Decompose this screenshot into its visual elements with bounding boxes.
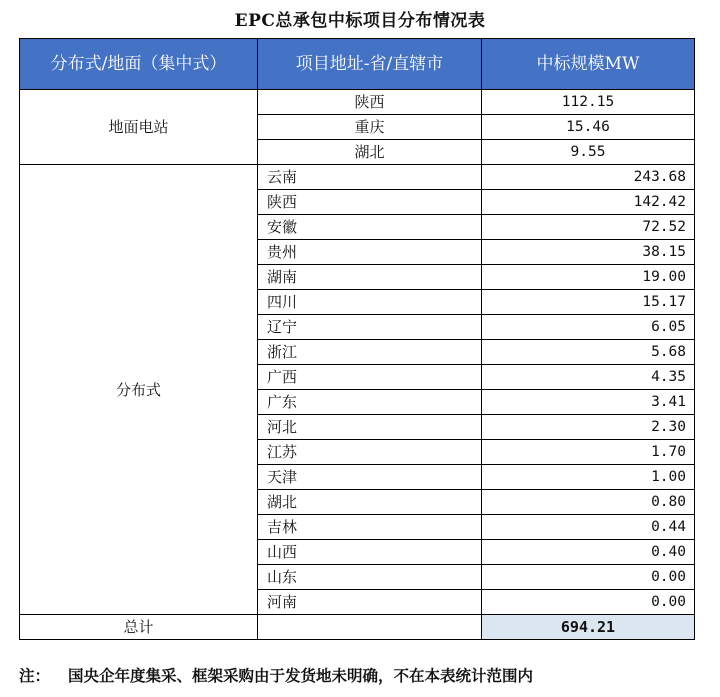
header-row (20, 39, 695, 90)
scale-cell: 142.42 (482, 190, 695, 215)
province-cell: 重庆 (258, 115, 482, 140)
province-cell: 辽宁 (258, 315, 482, 340)
province-cell: 广东 (258, 390, 482, 415)
scale-cell: 0.44 (482, 515, 695, 540)
province-cell: 四川 (258, 290, 482, 315)
scale-cell: 0.00 (482, 590, 695, 615)
scale-cell: 15.46 (482, 115, 695, 140)
scale-cell: 2.30 (482, 415, 695, 440)
province-cell: 贵州 (258, 240, 482, 265)
province-cell: 河南 (258, 590, 482, 615)
group-label-ground: 地面电站 (20, 90, 258, 165)
scale-cell: 1.00 (482, 465, 695, 490)
province-cell: 吉林 (258, 515, 482, 540)
scale-cell: 0.40 (482, 540, 695, 565)
province-cell: 江苏 (258, 440, 482, 465)
bid-distribution-table (19, 38, 695, 640)
table-row (20, 165, 695, 190)
province-cell: 安徽 (258, 215, 482, 240)
scale-cell: 3.41 (482, 390, 695, 415)
total-label: 总计 (20, 615, 258, 640)
header-scale: 中标规模MW (482, 39, 695, 90)
scale-cell: 72.52 (482, 215, 695, 240)
province-cell: 山东 (258, 565, 482, 590)
province-cell: 湖南 (258, 265, 482, 290)
header-type: 分布式/地面（集中式） (20, 39, 258, 90)
total-row (20, 615, 695, 640)
province-cell: 云南 (258, 165, 482, 190)
scale-cell: 112.15 (482, 90, 695, 115)
scale-cell: 0.80 (482, 490, 695, 515)
total-value: 694.21 (482, 615, 695, 640)
table-row (20, 90, 695, 115)
province-cell: 天津 (258, 465, 482, 490)
scale-cell: 1.70 (482, 440, 695, 465)
province-cell: 山西 (258, 540, 482, 565)
province-cell: 广西 (258, 365, 482, 390)
province-cell: 浙江 (258, 340, 482, 365)
scale-cell: 4.35 (482, 365, 695, 390)
scale-cell: 9.55 (482, 140, 695, 165)
group-label-distributed: 分布式 (20, 165, 258, 615)
scale-cell: 243.68 (482, 165, 695, 190)
total-empty-cell (258, 615, 482, 640)
scale-cell: 19.00 (482, 265, 695, 290)
scale-cell: 15.17 (482, 290, 695, 315)
scale-cell: 38.15 (482, 240, 695, 265)
scale-cell: 5.68 (482, 340, 695, 365)
table-title: EPC总承包中标项目分布情况表 (234, 11, 486, 31)
header-province: 项目地址-省/直辖市 (258, 39, 482, 90)
footnote-text: 国央企年度集采、框架采购由于发货地未明确，不在本表统计范围内 (68, 666, 534, 685)
footnote-label: 注： (19, 666, 51, 685)
scale-cell: 0.00 (482, 565, 695, 590)
province-cell: 陕西 (258, 190, 482, 215)
scale-cell: 6.05 (482, 315, 695, 340)
province-cell: 河北 (258, 415, 482, 440)
province-cell: 湖北 (258, 140, 482, 165)
footnote (19, 664, 533, 686)
province-cell: 陕西 (258, 90, 482, 115)
province-cell: 湖北 (258, 490, 482, 515)
